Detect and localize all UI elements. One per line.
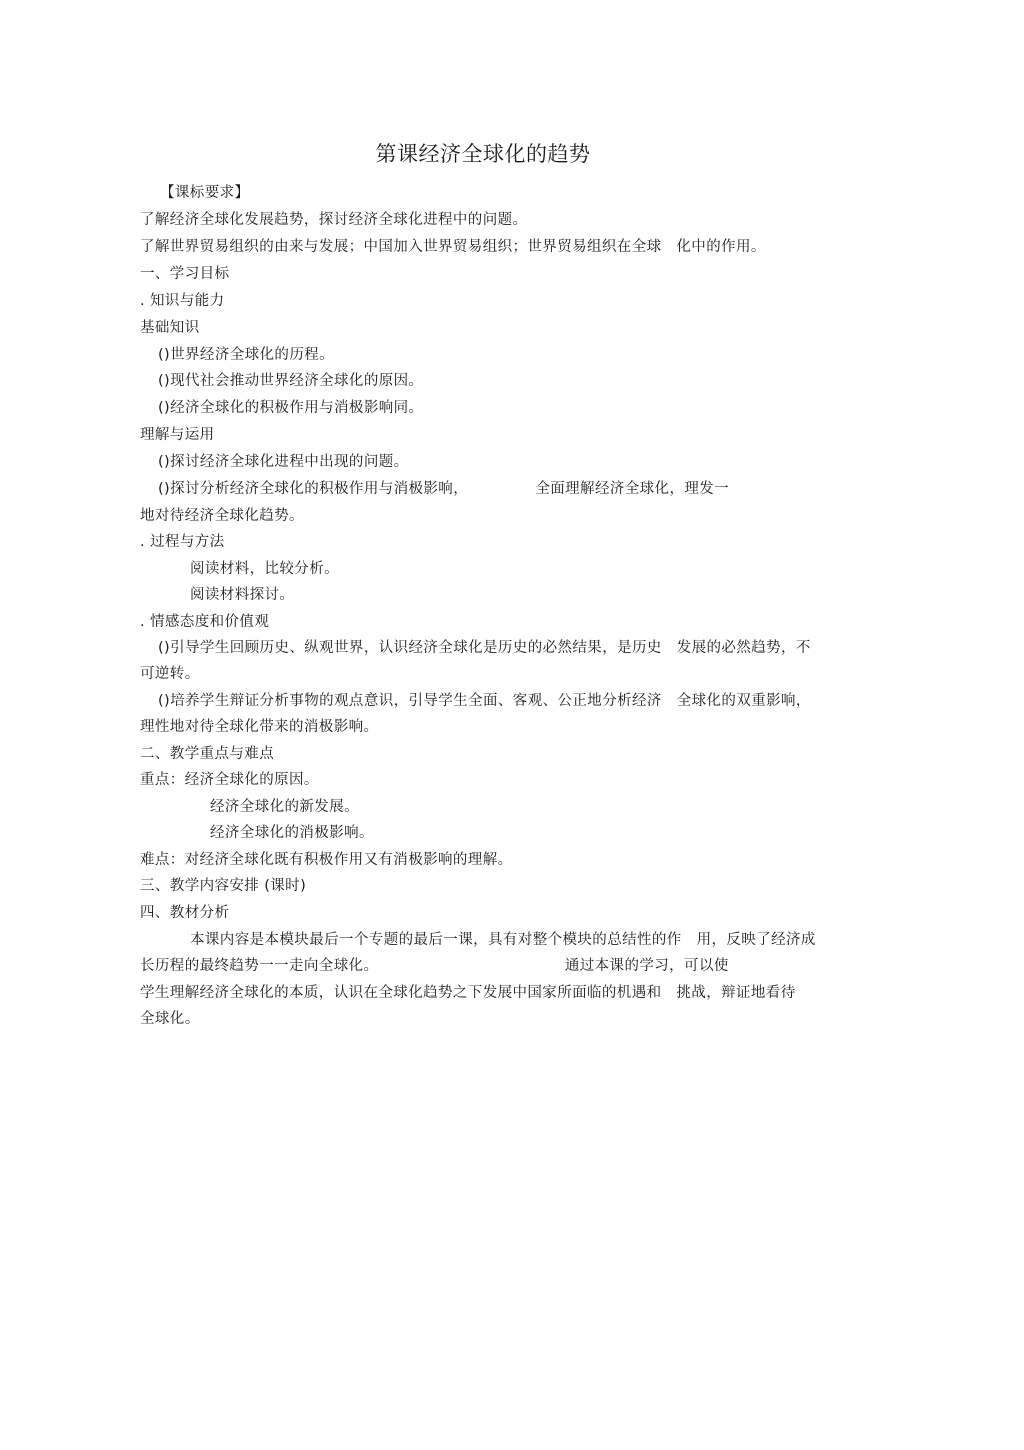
page-title: 第课经济全球化的趋势 bbox=[375, 142, 591, 166]
list-item: ()探讨分析经济全球化的积极作用与消极影响， 全面理解经济全球化，理发一 bbox=[158, 481, 730, 497]
text-line: 重点：经济全球化的原因。 bbox=[140, 772, 319, 788]
subsection-heading: . 知识与能力 bbox=[140, 293, 225, 309]
section-heading: 三、教学内容安排 (课时) bbox=[140, 878, 307, 894]
text-line: 了解世界贸易组织的由来与发展；中国加入世界贸易组织；世界贸易组织在全球 化中的作用。 bbox=[140, 239, 766, 255]
text-line: 全球化。 bbox=[140, 1011, 200, 1027]
text-line: 长历程的最终趋势一一走向全球化。 通过本课的学习，可以使 bbox=[140, 958, 729, 974]
list-item: ()经济全球化的积极作用与消极影响同。 bbox=[158, 400, 424, 416]
section-heading-curriculum: 【课标要求】 bbox=[160, 185, 250, 201]
text-line: 学生理解经济全球化的本质，认识在全球化趋势之下发展中国家所面临的机遇和 挑战，辩证地看待 bbox=[140, 985, 796, 1001]
text-line: 理解与运用 bbox=[140, 427, 215, 443]
list-item: ()引导学生回顾历史、纵观世界，认识经济全球化是历史的必然结果，是历史 发展的必然趋势，不 bbox=[158, 640, 811, 656]
subsection-heading: . 过程与方法 bbox=[140, 534, 225, 550]
section-heading: 二、教学重点与难点 bbox=[140, 746, 275, 762]
text-line: 基础知识 bbox=[140, 320, 200, 336]
list-item: 阅读材料探讨。 bbox=[190, 587, 295, 603]
text-line: 本课内容是本模块最后一个专题的最后一课，具有对整个模块的总结性的作 用，反映了经济成 bbox=[190, 932, 816, 948]
list-item: 阅读材料，比较分析。 bbox=[190, 561, 339, 577]
text-line: 地对待经济全球化趋势。 bbox=[140, 508, 304, 524]
list-item: ()现代社会推动世界经济全球化的原因。 bbox=[158, 373, 424, 389]
list-item: ()世界经济全球化的历程。 bbox=[158, 347, 335, 363]
text-line: 理性地对待全球化带来的消极影响。 bbox=[140, 719, 379, 735]
list-item: ()探讨经济全球化进程中出现的问题。 bbox=[158, 454, 409, 470]
text-line: 难点：对经济全球化既有积极作用又有消极影响的理解。 bbox=[140, 852, 513, 868]
section-heading: 四、教材分析 bbox=[140, 905, 230, 921]
section-heading: 一、学习目标 bbox=[140, 266, 230, 282]
list-item: ()培养学生辩证分析事物的观点意识，引导学生全面、客观、公正地分析经济 全球化的双重影响， bbox=[158, 693, 811, 709]
text-line: 了解经济全球化发展趋势，探讨经济全球化进程中的问题。 bbox=[140, 212, 528, 228]
subsection-heading: . 情感态度和价值观 bbox=[140, 614, 270, 630]
list-item: 经济全球化的消极影响。 bbox=[210, 825, 374, 841]
text-line: 可逆转。 bbox=[140, 666, 200, 682]
list-item: 经济全球化的新发展。 bbox=[210, 799, 359, 815]
